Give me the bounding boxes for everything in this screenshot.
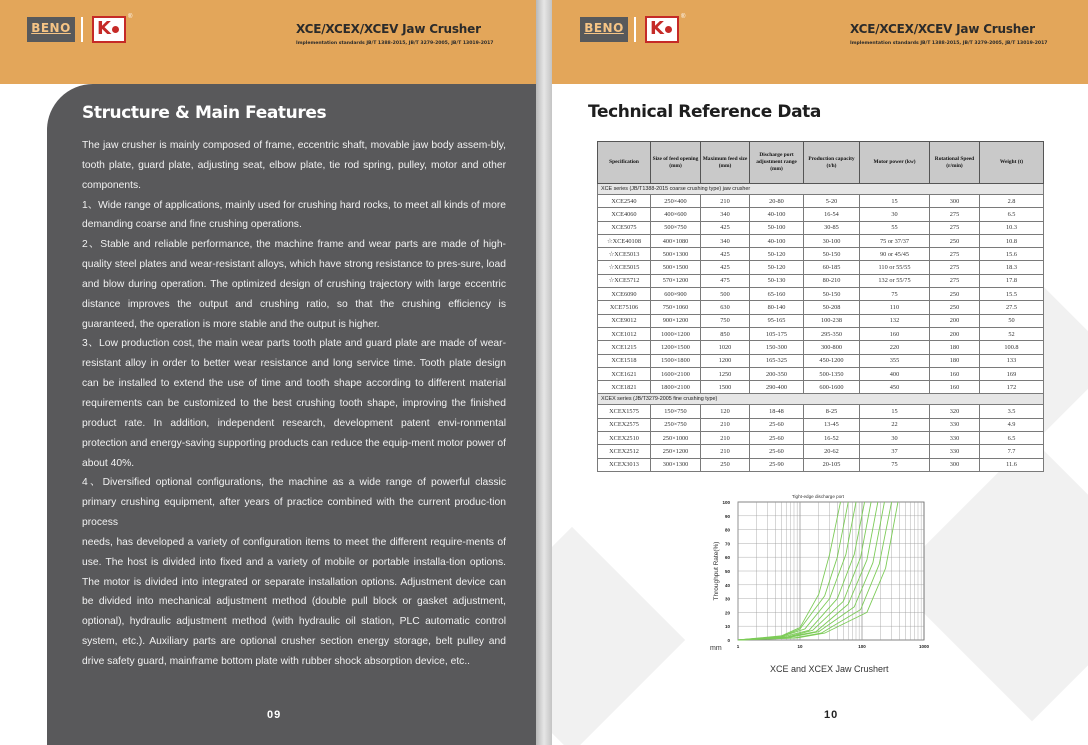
table-cell: 210	[701, 445, 750, 458]
table-cell: 1200	[701, 354, 750, 367]
header-subtitle: Implementation standards JB/T 1388-2015, JB/T 3279-2005, JB/T 13019-2017	[296, 41, 494, 46]
table-cell: 18.3	[980, 261, 1044, 274]
ko-logo-dot-icon	[665, 26, 672, 33]
table-cell: 172	[980, 381, 1044, 394]
table-row	[598, 381, 1044, 394]
table-cell: 300	[930, 195, 980, 208]
table-cell: 600-1600	[804, 381, 860, 394]
table-cell: 355	[860, 354, 930, 367]
table-row	[598, 354, 1044, 367]
book-gutter	[536, 0, 552, 745]
x-tick-label: 10	[797, 644, 803, 649]
section-title: XCEX series (JB/T3279-2005 fine crushing type)	[598, 394, 1044, 405]
chart-title: Tight-edge discharge port	[791, 494, 845, 499]
y-tick-label: 100	[722, 500, 730, 505]
table-cell: 50-120	[750, 261, 804, 274]
table-cell: 80-140	[750, 301, 804, 314]
page-number-left: 09	[267, 709, 282, 721]
table-cell: 400×1080	[651, 234, 701, 247]
y-tick-label: 40	[724, 582, 730, 588]
table-cell: 2.8	[980, 195, 1044, 208]
registered-mark: ®	[128, 14, 133, 20]
tech-data-heading: Technical Reference Data	[588, 102, 821, 122]
table-cell: 8-25	[804, 405, 860, 418]
table-cell: 300	[930, 458, 980, 471]
table-row	[598, 301, 1044, 314]
table-cell: 425	[701, 248, 750, 261]
table-cell: 500-1350	[804, 367, 860, 380]
table-cell: 1200×1500	[651, 341, 701, 354]
table-cell: 250	[930, 301, 980, 314]
table-cell: 30	[860, 432, 930, 445]
table-cell: 13-45	[804, 418, 860, 431]
table-cell: 200	[930, 314, 980, 327]
table-cell: 275	[930, 208, 980, 221]
table-cell: 290-400	[750, 381, 804, 394]
features-paragraph: 1、Wide range of applications, mainly used for crushing hard rocks, to meet all kinds of more demanding coarse and fine crushing operations.	[82, 199, 506, 231]
table-cell: 450	[860, 381, 930, 394]
table-cell: 330	[930, 445, 980, 458]
table-cell: 210	[701, 432, 750, 445]
table-cell: 1500×1800	[651, 354, 701, 367]
features-paragraph: The jaw crusher is mainly composed of frame, eccentric shaft, movable jaw body assem-bly, tooth plate, guard plate, adjusting seat, elbow plate, tie rod spring, pulley, motor and other components.	[82, 140, 506, 191]
table-cell: 11.6	[980, 458, 1044, 471]
table-cell: 275	[930, 248, 980, 261]
table-cell: 3.5	[980, 405, 1044, 418]
table-cell: XCE2540	[598, 195, 651, 208]
table-cell: XCEX1575	[598, 405, 651, 418]
table-cell: 180	[930, 354, 980, 367]
table-cell: 6.5	[980, 432, 1044, 445]
table-cell: 110 or 55/55	[860, 261, 930, 274]
table-cell: 600×900	[651, 288, 701, 301]
table-cell: 275	[930, 261, 980, 274]
table-body	[598, 184, 1044, 472]
table-cell: XCEX2575	[598, 418, 651, 431]
table-cell: 20-80	[750, 195, 804, 208]
table-cell: 160	[860, 327, 930, 340]
table-cell: 220	[860, 341, 930, 354]
table-cell: 169	[980, 367, 1044, 380]
table-cell: 75	[860, 288, 930, 301]
throughput-chart	[698, 488, 938, 678]
table-row	[598, 341, 1044, 354]
table-cell: 330	[930, 418, 980, 431]
table-cell: 50-150	[804, 288, 860, 301]
table-cell: 120	[701, 405, 750, 418]
table-cell: 400	[860, 367, 930, 380]
table-cell: ☆XCE40108	[598, 234, 651, 247]
table-cell: 18-48	[750, 405, 804, 418]
table-cell: XCE5075	[598, 221, 651, 234]
table-cell: 750×1060	[651, 301, 701, 314]
table-row	[598, 274, 1044, 287]
table-cell: 250	[930, 234, 980, 247]
table-cell: 50-208	[804, 301, 860, 314]
table-cell: 165-325	[750, 354, 804, 367]
table-cell: 25-60	[750, 418, 804, 431]
table-row	[598, 261, 1044, 274]
left-page	[0, 0, 536, 745]
table-cell: 1000×1200	[651, 327, 701, 340]
table-row	[598, 195, 1044, 208]
table-cell: 50-120	[750, 248, 804, 261]
table-row	[598, 288, 1044, 301]
table-cell: XCE1621	[598, 367, 651, 380]
table-cell: 25-60	[750, 445, 804, 458]
features-body	[82, 136, 506, 672]
table-cell: 15	[860, 405, 930, 418]
table-cell: 40-100	[750, 208, 804, 221]
table-cell: 7.7	[980, 445, 1044, 458]
table-cell: XCE9012	[598, 314, 651, 327]
table-cell: 630	[701, 301, 750, 314]
table-row	[598, 314, 1044, 327]
table-cell: 60-185	[804, 261, 860, 274]
section-title: XCE series (JB/T1388-2015 coarse crushing type) jaw crusher	[598, 184, 1044, 195]
table-cell: 15.6	[980, 248, 1044, 261]
table-cell: 90 or 45/45	[860, 248, 930, 261]
ko-logo-dot-icon	[112, 26, 119, 33]
table-cell: 16-54	[804, 208, 860, 221]
tech-data-table	[597, 141, 1044, 472]
ko-logo-letter: K	[650, 18, 664, 39]
table-section-row	[598, 184, 1044, 195]
table-cell: XCEX2512	[598, 445, 651, 458]
table-cell: 10.8	[980, 234, 1044, 247]
background-decoration	[552, 527, 685, 745]
header-subtitle: Implementation standards JB/T 1388-2015, JB/T 3279-2005, JB/T 13019-2017	[850, 41, 1048, 46]
table-cell: 500×1500	[651, 261, 701, 274]
table-cell: 275	[930, 274, 980, 287]
table-cell: 300×1300	[651, 458, 701, 471]
table-cell: 50-150	[804, 248, 860, 261]
x-tick-label: 100	[858, 644, 866, 649]
table-cell: XCE6090	[598, 288, 651, 301]
table-cell: 25-90	[750, 458, 804, 471]
table-cell: 132	[860, 314, 930, 327]
table-cell: 15	[860, 195, 930, 208]
table-cell: 1600×2100	[651, 367, 701, 380]
beno-logo: BENO	[580, 17, 628, 42]
table-cell: 10.3	[980, 221, 1044, 234]
table-cell: 570×1200	[651, 274, 701, 287]
table-cell: 133	[980, 354, 1044, 367]
table-cell: 50-130	[750, 274, 804, 287]
table-row	[598, 248, 1044, 261]
table-cell: 850	[701, 327, 750, 340]
features-paragraph: needs, has developed a variety of configuration items to meet the different require-ments of use. The host is divided into fixed and a variety of mobile or portable installa-tion options. The motor is divided into integrated or separate installation options. Adjustment device can be divided into mechanical adjustment method (double pull block or gasket adjustment, optional), hydraulic adjustment method (with hydraulic oil station, PLC automatic control system, etc.). Auxiliary parts are optional crusher section energy storage, belt pulley and drive safety guard, mainframe bottom plate with rubber shock absorption device, etc..	[82, 536, 506, 667]
table-cell: ☆XCE5015	[598, 261, 651, 274]
header-band	[0, 0, 536, 84]
table-row	[598, 405, 1044, 418]
table-row	[598, 418, 1044, 431]
table-cell: XCE1821	[598, 381, 651, 394]
table-cell: 1800×2100	[651, 381, 701, 394]
table-cell: 425	[701, 261, 750, 274]
table-row	[598, 432, 1044, 445]
table-cell: 340	[701, 234, 750, 247]
table-cell: 37	[860, 445, 930, 458]
table-cell: 50	[980, 314, 1044, 327]
table-cell: 27.5	[980, 301, 1044, 314]
table-cell: 300-800	[804, 341, 860, 354]
table-cell: 160	[930, 381, 980, 394]
table-cell: 110	[860, 301, 930, 314]
column-header: Maximum feed size (mm)	[701, 142, 750, 184]
features-heading: Structure & Main Features	[82, 103, 327, 123]
table-cell: 320	[930, 405, 980, 418]
table-cell: 500×1300	[651, 248, 701, 261]
table-row	[598, 327, 1044, 340]
table-cell: 6.5	[980, 208, 1044, 221]
table-row	[598, 367, 1044, 380]
table-cell: 275	[930, 221, 980, 234]
column-header: Discharge port adjustment range (mm)	[750, 142, 804, 184]
y-tick-label: 10	[724, 624, 730, 630]
table-cell: XCE1215	[598, 341, 651, 354]
y-tick-label: 80	[724, 527, 730, 533]
table-cell: 80-210	[804, 274, 860, 287]
table-section-row	[598, 394, 1044, 405]
table-cell: 250×1000	[651, 432, 701, 445]
column-header: Motor power (kw)	[860, 142, 930, 184]
column-header: Weight (t)	[980, 142, 1044, 184]
table-cell: 200	[930, 327, 980, 340]
table-row	[598, 234, 1044, 247]
table-cell: 180	[930, 341, 980, 354]
x-axis-unit-label: mm	[710, 645, 722, 652]
logo-divider	[634, 17, 636, 42]
table-cell: 75	[860, 458, 930, 471]
table-cell: 250×400	[651, 195, 701, 208]
y-tick-label: 60	[724, 555, 730, 561]
table-cell: XCEX3013	[598, 458, 651, 471]
table-cell: 160	[930, 367, 980, 380]
beno-logo: BENO	[27, 17, 75, 42]
features-paragraph: 4、Diversified optional configurations, the machine as a wide range of powerful classic primary crushing equipment, after years of practice combined with the current produc-tion process	[82, 477, 506, 529]
table-cell: 450-1200	[804, 354, 860, 367]
column-header: Rotational Speed (r/min)	[930, 142, 980, 184]
y-tick-label: 70	[724, 541, 730, 547]
y-tick-label: 90	[724, 513, 730, 519]
table-cell: 500	[701, 288, 750, 301]
table-cell: XCEX2510	[598, 432, 651, 445]
table-cell: XCE1012	[598, 327, 651, 340]
table-cell: 15.5	[980, 288, 1044, 301]
table-cell: 132 or 55/75	[860, 274, 930, 287]
y-tick-label: 50	[724, 569, 730, 574]
table-cell: 750	[701, 314, 750, 327]
features-paragraph: 2、Stable and reliable performance, the machine frame and wear parts are made of high-quality steel plates and wear-resistant alloys, which have strong resistance to pres-sure, load and blow during operation. The optimized design of crushing trajectory with large eccentric distance improves the output and crushing ratio, so that the crushing efficiency is guaranteed, the operation is more stable and the output is higher.	[82, 239, 506, 330]
column-header: Production capacity (t/h)	[804, 142, 860, 184]
table-cell: 105-175	[750, 327, 804, 340]
table-cell: 30	[860, 208, 930, 221]
table-cell: 52	[980, 327, 1044, 340]
table-cell: 250×1200	[651, 445, 701, 458]
table-cell: 250	[930, 288, 980, 301]
table-cell: 22	[860, 418, 930, 431]
table-cell: 16-52	[804, 432, 860, 445]
y-axis-label: Throughput Rate(%)	[713, 541, 720, 601]
table-cell: 500×750	[651, 221, 701, 234]
chart-svg	[698, 488, 938, 678]
table-cell: 150×750	[651, 405, 701, 418]
table-row	[598, 445, 1044, 458]
table-cell: 340	[701, 208, 750, 221]
table-cell: 295-350	[804, 327, 860, 340]
table-cell: 210	[701, 418, 750, 431]
table-cell: 1250	[701, 367, 750, 380]
y-tick-label: 30	[724, 596, 730, 602]
registered-mark: ®	[681, 14, 686, 20]
features-panel	[47, 84, 536, 745]
right-page	[552, 0, 1088, 745]
table-cell: 210	[701, 195, 750, 208]
x-tick-label: 1	[736, 644, 740, 649]
header-title: XCE/XCEX/XCEV Jaw Crusher	[850, 22, 1035, 36]
table-cell: 20-105	[804, 458, 860, 471]
column-header: Size of feed opening (mm)	[651, 142, 701, 184]
table-cell: 150-300	[750, 341, 804, 354]
y-tick-label: 0	[727, 638, 730, 643]
ko-logo	[645, 16, 679, 43]
table-cell: 17.8	[980, 274, 1044, 287]
table-row	[598, 221, 1044, 234]
chart-caption: XCE and XCEX Jaw Crushert	[770, 664, 889, 674]
x-tick-label: 1000	[918, 644, 930, 649]
ko-logo	[92, 16, 126, 43]
table-cell: 4.9	[980, 418, 1044, 431]
table-cell: XCE1518	[598, 354, 651, 367]
table-cell: 20-62	[804, 445, 860, 458]
table-cell: 400×600	[651, 208, 701, 221]
table-cell: 75 or 37/37	[860, 234, 930, 247]
table-cell: XCE4060	[598, 208, 651, 221]
table-cell: 900×1200	[651, 314, 701, 327]
table-cell: ☆XCE5712	[598, 274, 651, 287]
table-cell: 475	[701, 274, 750, 287]
table-cell: 100.8	[980, 341, 1044, 354]
table-cell: 250	[701, 458, 750, 471]
table-cell: XCE75106	[598, 301, 651, 314]
header-band	[552, 0, 1088, 84]
table-cell: 5-20	[804, 195, 860, 208]
table-cell: 1500	[701, 381, 750, 394]
column-header: Specification	[598, 142, 651, 184]
table-cell: 95-165	[750, 314, 804, 327]
table-cell: 40-100	[750, 234, 804, 247]
features-paragraph: 3、Low production cost, the main wear parts tooth plate and guard plate are made of wear-resistant alloy in order to better wear resistance and long service time. Tooth plate design can be installed to extend the use of time and tooth shape according to different material requirements can be customized to the best crushing tooth shape, improving the finished product rate. In addition, independent research, development patent envi-ronmental protection and energy-saving supporting products can reduce the equip-ment motor power of about 40%.	[82, 338, 506, 469]
table-cell: 425	[701, 221, 750, 234]
table-cell: 65-160	[750, 288, 804, 301]
y-tick-label: 20	[724, 610, 730, 616]
table-cell: 25-60	[750, 432, 804, 445]
table-cell: ☆XCE5013	[598, 248, 651, 261]
table-cell: 30-85	[804, 221, 860, 234]
table-header-row	[598, 142, 1044, 184]
table-cell: 55	[860, 221, 930, 234]
header-title: XCE/XCEX/XCEV Jaw Crusher	[296, 22, 481, 36]
ko-logo-letter: K	[97, 18, 111, 39]
table-row	[598, 458, 1044, 471]
table-cell: 250×750	[651, 418, 701, 431]
table-cell: 100-238	[804, 314, 860, 327]
table-cell: 330	[930, 432, 980, 445]
logo-divider	[81, 17, 83, 42]
page-number-right: 10	[824, 709, 839, 721]
table-cell: 200-350	[750, 367, 804, 380]
table-row	[598, 208, 1044, 221]
table-cell: 30-100	[804, 234, 860, 247]
table-cell: 50-100	[750, 221, 804, 234]
table-cell: 1020	[701, 341, 750, 354]
